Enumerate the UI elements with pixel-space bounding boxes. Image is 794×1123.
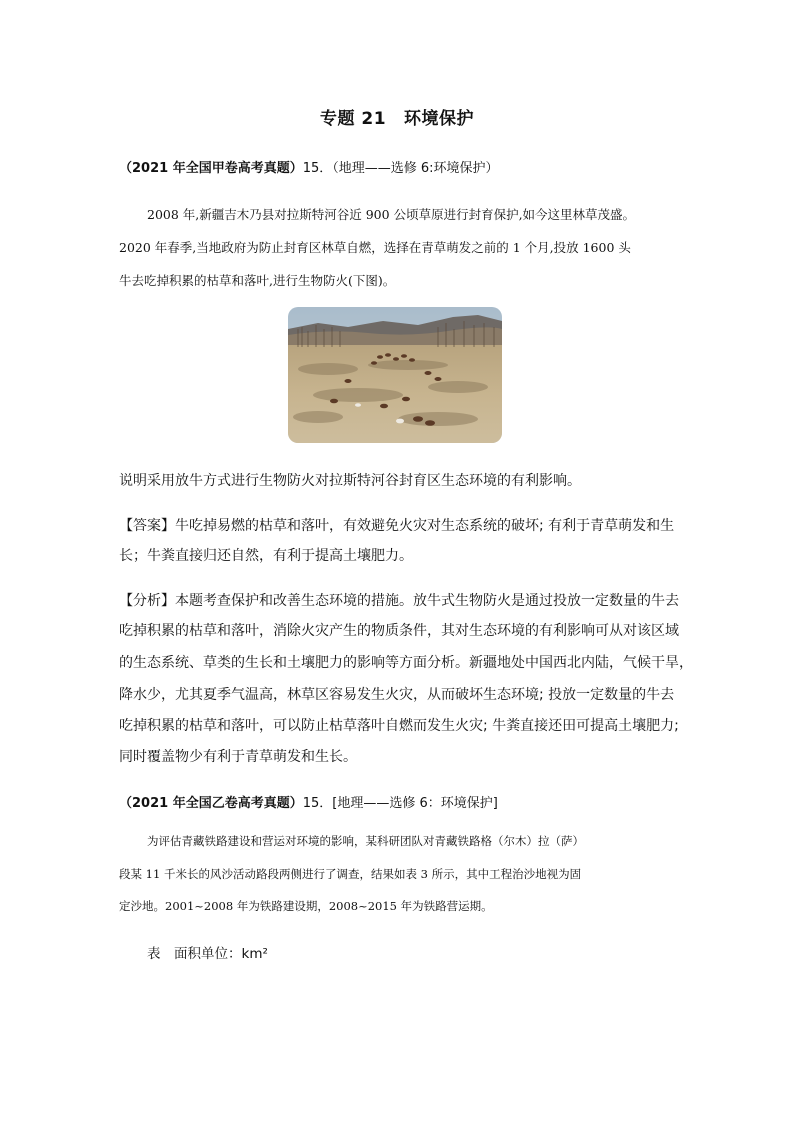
q2-source-topic: 15．[地理——选修 6：环境保护] — [302, 796, 498, 811]
q2-stem-line: 段某 11 千米长的风沙活动路段两侧进行了调查，结果如表 3 所示，其中工程治沙地视为固 — [119, 867, 582, 881]
q1-stem-line: 牛去吃掉积累的枯草和落叶,进行生物防火(下图)。 — [119, 273, 396, 288]
q2-source-exam: （2021 年全国乙卷高考真题） — [119, 796, 303, 811]
q1-stem-line: 2020 年春季,当地政府为防止封育区林草自燃，选择在青草萌发之前的 1 个月,投放 1600 头 — [119, 240, 631, 255]
title-topic-number: 专题 21 — [319, 109, 387, 129]
q1-answer-line: 长；牛粪直接归还自然，有利于提高土壤肥力。 — [119, 548, 413, 564]
photo-graphic — [288, 307, 502, 443]
q1-source — [119, 157, 679, 176]
page-title — [0, 104, 794, 129]
q1-question: 说明采用放牛方式进行生物防火对拉斯特河谷封育区生态环境的有利影响。 — [119, 473, 581, 489]
q2-stem-line: 为评估青藏铁路建设和营运对环境的影响，某科研团队对青藏铁路格（尔木）拉（萨） — [147, 834, 584, 848]
q1-source-topic: 15．（地理——选修 6:环境保护） — [302, 161, 499, 176]
q1-analysis-line: 的生态系统、草类的生长和土壤肥力的影响等方面分析。新疆地处中国西北内陆，气候干旱， — [119, 655, 693, 671]
q1-answer-line: 【答案】牛吃掉易燃的枯草和落叶，有效避免火灾对生态系统的破坏; 有利于青草萌发和生 — [119, 518, 675, 534]
q1-analysis-line: 吃掉积累的枯草和落叶，可以防止枯草落叶自燃而发生火灾; 牛粪直接还田可提高土壤肥力; — [119, 718, 679, 734]
q1-analysis-line: 吃掉积累的枯草和落叶，消除火灾产生的物质条件，其对生态环境的有利影响可从对该区域 — [119, 623, 679, 639]
q2-source — [119, 792, 679, 811]
q2-table-caption: 表 面积单位：km² — [147, 946, 268, 962]
q1-analysis-line: 降水少，尤其夏季气温高，林草区容易发生火灾，从而破坏生态环境; 投放一定数量的牛去 — [119, 687, 675, 703]
q1-analysis-line: 同时覆盖物少有利于青草萌发和生长。 — [119, 749, 357, 765]
q1-source-exam: （2021 年全国甲卷高考真题） — [119, 161, 303, 176]
cattle-grazing-photo — [288, 307, 502, 443]
q2-stem-line: 定沙地。2001~2008 年为铁路建设期，2008~2015 年为铁路营运期。 — [119, 899, 493, 913]
q1-stem-line: 2008 年,新疆吉木乃县对拉斯特河谷近 900 公顷草原进行封育保护,如今这里林草茂盛。 — [147, 207, 636, 222]
title-topic-name: 环境保护 — [404, 109, 475, 129]
q1-analysis-line: 【分析】本题考查保护和改善生态环境的措施。放牛式生物防火是通过投放一定数量的牛去 — [119, 593, 679, 609]
